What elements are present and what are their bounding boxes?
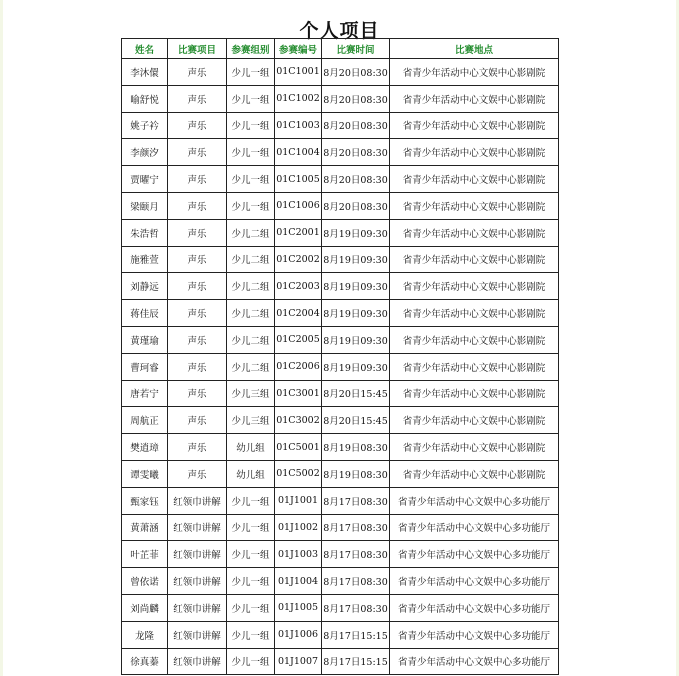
cell-number: 01C3002	[275, 407, 322, 434]
cell-number: 01C1001	[275, 59, 322, 86]
cell-venue: 省青少年活动中心文娱中心影剧院	[390, 59, 559, 86]
table-row	[122, 139, 559, 166]
cell-group: 少儿一组	[227, 166, 275, 193]
cell-group: 少儿一组	[227, 59, 275, 86]
header-time: 比赛时间	[322, 39, 390, 59]
cell-group: 少儿一组	[227, 594, 275, 621]
header-group: 参赛组别	[227, 39, 275, 59]
cell-group: 少儿一组	[227, 621, 275, 648]
cell-group: 少儿一组	[227, 568, 275, 595]
cell-name: 徐真蓁	[122, 648, 168, 675]
cell-group: 少儿一组	[227, 139, 275, 166]
cell-venue: 省青少年活动中心文娱中心多功能厅	[390, 541, 559, 568]
table-row	[122, 568, 559, 595]
cell-time: 8月20日08:30	[322, 59, 390, 86]
cell-group: 少儿一组	[227, 487, 275, 514]
cell-time: 8月20日15:45	[322, 380, 390, 407]
cell-number: 01J1002	[275, 514, 322, 541]
cell-time: 8月17日15:15	[322, 621, 390, 648]
cell-name: 黄萧涵	[122, 514, 168, 541]
cell-event: 红领巾讲解	[168, 514, 227, 541]
cell-time: 8月19日09:30	[322, 273, 390, 300]
header-venue: 比赛地点	[390, 39, 559, 59]
cell-event: 声乐	[168, 353, 227, 380]
cell-venue: 省青少年活动中心文娱中心影剧院	[390, 139, 559, 166]
cell-name: 姚子衿	[122, 112, 168, 139]
cell-number: 01C1005	[275, 166, 322, 193]
cell-venue: 省青少年活动中心文娱中心影剧院	[390, 166, 559, 193]
cell-number: 01C2004	[275, 300, 322, 327]
cell-name: 喻舒悦	[122, 85, 168, 112]
cell-time: 8月19日09:30	[322, 219, 390, 246]
cell-venue: 省青少年活动中心文娱中心多功能厅	[390, 514, 559, 541]
cell-venue: 省青少年活动中心文娱中心影剧院	[390, 192, 559, 219]
table-row	[122, 621, 559, 648]
table-row	[122, 246, 559, 273]
cell-venue: 省青少年活动中心文娱中心影剧院	[390, 460, 559, 487]
cell-event: 声乐	[168, 59, 227, 86]
cell-name: 刘尚麟	[122, 594, 168, 621]
cell-event: 声乐	[168, 219, 227, 246]
cell-name: 唐若宁	[122, 380, 168, 407]
cell-number: 01C1003	[275, 112, 322, 139]
cell-venue: 省青少年活动中心文娱中心多功能厅	[390, 568, 559, 595]
cell-event: 声乐	[168, 112, 227, 139]
cell-venue: 省青少年活动中心文娱中心影剧院	[390, 380, 559, 407]
cell-name: 龙隆	[122, 621, 168, 648]
cell-number: 01C2003	[275, 273, 322, 300]
cell-number: 01J1003	[275, 541, 322, 568]
cell-venue: 省青少年活动中心文娱中心影剧院	[390, 300, 559, 327]
cell-event: 红领巾讲解	[168, 487, 227, 514]
table-row	[122, 434, 559, 461]
cell-number: 01C5002	[275, 460, 322, 487]
header-number: 参赛编号	[275, 39, 322, 59]
table-row	[122, 326, 559, 353]
cell-number: 01J1005	[275, 594, 322, 621]
cell-group: 幼儿组	[227, 460, 275, 487]
cell-number: 01C5001	[275, 434, 322, 461]
cell-number: 01C2005	[275, 326, 322, 353]
cell-venue: 省青少年活动中心文娱中心影剧院	[390, 326, 559, 353]
cell-event: 声乐	[168, 85, 227, 112]
cell-number: 01J1004	[275, 568, 322, 595]
cell-event: 声乐	[168, 326, 227, 353]
cell-time: 8月17日08:30	[322, 541, 390, 568]
cell-number: 01J1006	[275, 621, 322, 648]
cell-group: 少儿二组	[227, 219, 275, 246]
header-event: 比赛项目	[168, 39, 227, 59]
cell-number: 01J1001	[275, 487, 322, 514]
cell-name: 朱浩哲	[122, 219, 168, 246]
cell-event: 声乐	[168, 407, 227, 434]
cell-name: 蒋佳辰	[122, 300, 168, 327]
cell-number: 01C2006	[275, 353, 322, 380]
cell-event: 红领巾讲解	[168, 621, 227, 648]
cell-group: 少儿一组	[227, 85, 275, 112]
cell-name: 贾曜宁	[122, 166, 168, 193]
table-row	[122, 192, 559, 219]
cell-group: 少儿一组	[227, 192, 275, 219]
cell-name: 梁颐月	[122, 192, 168, 219]
cell-time: 8月17日15:15	[322, 648, 390, 675]
cell-event: 红领巾讲解	[168, 648, 227, 675]
table-row	[122, 487, 559, 514]
cell-event: 声乐	[168, 273, 227, 300]
cell-group: 少儿一组	[227, 112, 275, 139]
cell-name: 刘静远	[122, 273, 168, 300]
cell-time: 8月19日09:30	[322, 353, 390, 380]
cell-event: 红领巾讲解	[168, 568, 227, 595]
cell-venue: 省青少年活动中心文娱中心影剧院	[390, 246, 559, 273]
cell-event: 声乐	[168, 380, 227, 407]
cell-name: 李沐儇	[122, 59, 168, 86]
cell-venue: 省青少年活动中心文娱中心影剧院	[390, 407, 559, 434]
cell-number: 01C1006	[275, 192, 322, 219]
cell-event: 声乐	[168, 460, 227, 487]
cell-group: 少儿二组	[227, 300, 275, 327]
table-row	[122, 594, 559, 621]
cell-name: 周航正	[122, 407, 168, 434]
cell-time: 8月20日08:30	[322, 112, 390, 139]
table-row	[122, 648, 559, 675]
header-name: 姓名	[122, 39, 168, 59]
table-row	[122, 380, 559, 407]
cell-venue: 省青少年活动中心文娱中心多功能厅	[390, 621, 559, 648]
cell-event: 红领巾讲解	[168, 594, 227, 621]
cell-time: 8月19日09:30	[322, 326, 390, 353]
cell-group: 少儿一组	[227, 514, 275, 541]
cell-name: 谭雯曦	[122, 460, 168, 487]
table-row	[122, 219, 559, 246]
table-row	[122, 541, 559, 568]
cell-group: 少儿一组	[227, 648, 275, 675]
table-row	[122, 300, 559, 327]
cell-event: 声乐	[168, 246, 227, 273]
cell-name: 李颜汐	[122, 139, 168, 166]
cell-number: 01J1007	[275, 648, 322, 675]
table-row	[122, 166, 559, 193]
cell-group: 少儿二组	[227, 246, 275, 273]
table-row	[122, 514, 559, 541]
cell-time: 8月20日08:30	[322, 166, 390, 193]
cell-time: 8月19日09:30	[322, 246, 390, 273]
cell-number: 01C3001	[275, 380, 322, 407]
table-row	[122, 85, 559, 112]
cell-group: 少儿三组	[227, 380, 275, 407]
cell-name: 樊逍璋	[122, 434, 168, 461]
cell-event: 声乐	[168, 192, 227, 219]
table-header-row	[122, 39, 559, 59]
cell-group: 少儿二组	[227, 326, 275, 353]
cell-time: 8月20日15:45	[322, 407, 390, 434]
cell-venue: 省青少年活动中心文娱中心影剧院	[390, 85, 559, 112]
cell-number: 01C2001	[275, 219, 322, 246]
table-row	[122, 273, 559, 300]
cell-time: 8月19日08:30	[322, 434, 390, 461]
cell-group: 少儿二组	[227, 273, 275, 300]
cell-time: 8月19日08:30	[322, 460, 390, 487]
cell-event: 声乐	[168, 300, 227, 327]
cell-group: 少儿一组	[227, 541, 275, 568]
cell-venue: 省青少年活动中心文娱中心多功能厅	[390, 487, 559, 514]
table-body	[122, 59, 559, 675]
cell-name: 曹珂睿	[122, 353, 168, 380]
cell-time: 8月17日08:30	[322, 514, 390, 541]
cell-event: 红领巾讲解	[168, 541, 227, 568]
cell-venue: 省青少年活动中心文娱中心影剧院	[390, 219, 559, 246]
table-row	[122, 112, 559, 139]
page-title: 个人项目	[299, 20, 380, 42]
cell-time: 8月17日08:30	[322, 568, 390, 595]
cell-event: 声乐	[168, 166, 227, 193]
table-row	[122, 353, 559, 380]
cell-time: 8月17日08:30	[322, 594, 390, 621]
table-row	[122, 460, 559, 487]
cell-venue: 省青少年活动中心文娱中心影剧院	[390, 273, 559, 300]
cell-group: 少儿二组	[227, 353, 275, 380]
cell-number: 01C1004	[275, 139, 322, 166]
cell-number: 01C2002	[275, 246, 322, 273]
cell-time: 8月20日08:30	[322, 192, 390, 219]
cell-group: 少儿三组	[227, 407, 275, 434]
cell-venue: 省青少年活动中心文娱中心影剧院	[390, 112, 559, 139]
cell-event: 声乐	[168, 434, 227, 461]
table-row	[122, 407, 559, 434]
cell-group: 幼儿组	[227, 434, 275, 461]
cell-time: 8月17日08:30	[322, 487, 390, 514]
cell-number: 01C1002	[275, 85, 322, 112]
cell-name: 黄瑾瑜	[122, 326, 168, 353]
participants-table	[121, 38, 559, 675]
cell-name: 曾依诺	[122, 568, 168, 595]
cell-venue: 省青少年活动中心文娱中心多功能厅	[390, 594, 559, 621]
cell-time: 8月20日08:30	[322, 85, 390, 112]
cell-venue: 省青少年活动中心文娱中心多功能厅	[390, 648, 559, 675]
cell-name: 叶芷菲	[122, 541, 168, 568]
cell-venue: 省青少年活动中心文娱中心影剧院	[390, 353, 559, 380]
cell-time: 8月20日08:30	[322, 139, 390, 166]
cell-name: 施雅萱	[122, 246, 168, 273]
cell-time: 8月19日09:30	[322, 300, 390, 327]
cell-event: 声乐	[168, 139, 227, 166]
cell-name: 甄家钰	[122, 487, 168, 514]
table-row	[122, 59, 559, 86]
cell-venue: 省青少年活动中心文娱中心影剧院	[390, 434, 559, 461]
